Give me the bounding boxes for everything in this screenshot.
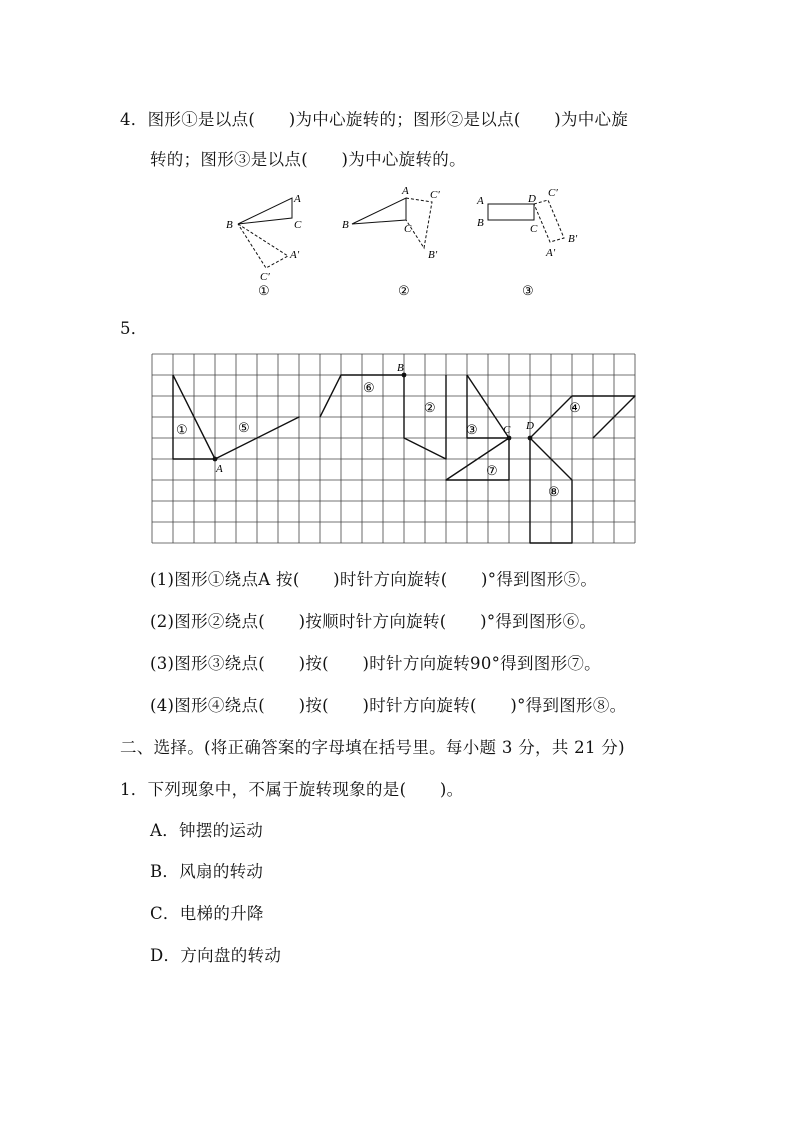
- option-a: A．钟摆的运动: [150, 821, 264, 840]
- q4-figure-1: [222, 186, 322, 296]
- grid-label-6: ⑥: [363, 380, 375, 395]
- fig2-label-b-prime: B′: [428, 249, 438, 261]
- section-2-q1-stem: 1．下列现象中，不属于旋转现象的是( )。: [120, 780, 464, 799]
- option-b: B．风扇的转动: [150, 862, 264, 881]
- q4-figure-3: [474, 186, 594, 296]
- fig3-number: ③: [522, 283, 534, 298]
- option-c: C．电梯的升降: [150, 904, 264, 923]
- fig3-label-b-prime: B′: [568, 233, 578, 245]
- fig1-label-a-prime: A′: [290, 249, 300, 261]
- q5-sub-3: (3)图形③绕点( )按( )时针方向旋转90°得到图形⑦。: [150, 654, 601, 673]
- fig3-label-c-prime: C′: [548, 187, 558, 199]
- q5-sub-4: (4)图形④绕点( )按( )时针方向旋转( )°得到图形⑧。: [150, 696, 627, 715]
- fig1-label-c-prime: C′: [260, 271, 270, 283]
- fig2-label-c-prime: C′: [430, 189, 440, 201]
- fig3-label-a: A: [477, 195, 484, 207]
- fig1-label-b: B: [226, 219, 233, 231]
- q4-figure-2: [336, 186, 456, 296]
- fig1-label-c: C: [294, 219, 302, 231]
- q5-grid-figure: [152, 354, 632, 544]
- fig2-number: ②: [398, 283, 410, 298]
- q5-number: 5．: [120, 319, 148, 338]
- fig2-label-b: B: [342, 219, 349, 231]
- fig2-label-a: A: [402, 185, 409, 197]
- section-2-heading: 二、选择。(将正确答案的字母填在括号里。每小题 3 分，共 21 分): [120, 738, 625, 757]
- point-a: [213, 457, 218, 462]
- q5-sub-2: (2)图形②绕点( )按顺时针方向旋转( )°得到图形⑥。: [150, 612, 597, 631]
- q5-sub-1: (1)图形①绕点A 按( )时针方向旋转( )°得到图形⑤。: [150, 570, 598, 589]
- grid-label-1: ①: [176, 422, 188, 437]
- fig3-label-d: D: [528, 193, 536, 205]
- fig3-label-b: B: [477, 217, 484, 229]
- grid-label-2: ②: [424, 400, 436, 415]
- fig2-label-c: C: [404, 223, 412, 235]
- grid-lines: [152, 354, 635, 543]
- fig1-number: ①: [258, 283, 270, 298]
- fig1-label-a: A: [294, 193, 301, 205]
- grid-point-d-label: D: [526, 420, 534, 432]
- grid-label-3: ③: [466, 422, 478, 437]
- option-d: D．方向盘的转动: [150, 946, 282, 965]
- fig3-label-c: C: [530, 223, 538, 235]
- grid-label-7: ⑦: [486, 463, 498, 478]
- grid-point-a-label: A: [216, 463, 223, 475]
- grid-label-5: ⑤: [238, 420, 250, 435]
- point-d: [528, 436, 533, 441]
- point-c: [507, 436, 512, 441]
- grid-label-8: ⑧: [548, 484, 560, 499]
- grid-point-b-label: B: [397, 362, 404, 374]
- fig3-label-a-prime: A′: [546, 247, 556, 259]
- q4-line-1: 4．图形①是以点( )为中心旋转的；图形②是以点( )为中心旋: [120, 110, 629, 129]
- q4-line-2: 转的；图形③是以点( )为中心旋转的。: [150, 150, 466, 169]
- grid-point-c-label: C: [503, 424, 511, 436]
- grid-label-4: ④: [569, 400, 581, 415]
